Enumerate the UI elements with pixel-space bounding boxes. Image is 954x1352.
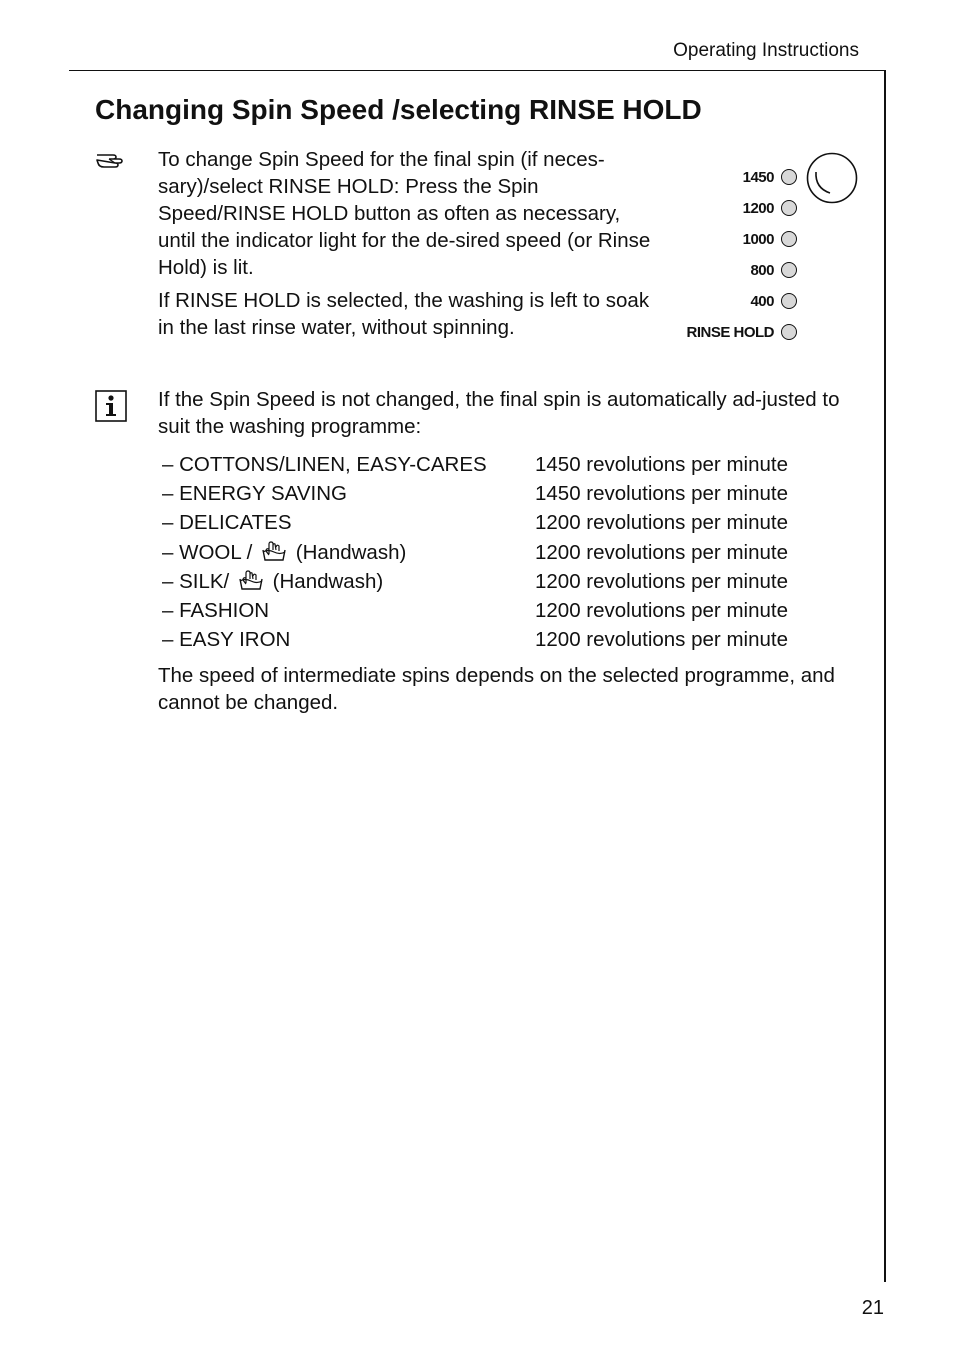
programme-speed: 1200 revolutions per minute <box>535 511 788 535</box>
programme-speed: 1450 revolutions per minute <box>535 453 788 476</box>
page-title: Changing Spin Speed /selecting RINSE HOLD <box>95 94 702 125</box>
programme-name-suffix: (Handwash) <box>272 569 384 593</box>
panel-label-800: 800 <box>750 262 774 279</box>
info-intro: If the Spin Speed is not changed, the final spin is automatically ad-justed to suit the washing programme: <box>158 388 840 438</box>
indicator-light-800 <box>781 262 797 278</box>
programme-name: – DELICATES <box>162 511 292 535</box>
indicator-light-1200 <box>781 200 797 216</box>
programme-speed: 1200 revolutions per minute <box>535 540 788 564</box>
programme-name: – EASY IRON <box>162 628 291 652</box>
panel-label-1000: 1000 <box>742 231 774 248</box>
programme-name: – COTTONS/LINEN, EASY-CARES <box>162 453 487 476</box>
header-section-label: Operating Instructions <box>673 40 859 61</box>
programme-speed: 1200 revolutions per minute <box>535 569 788 593</box>
programme-name-suffix: (Handwash) <box>295 540 407 564</box>
handwash-icon <box>261 540 287 562</box>
indicator-light-1000 <box>781 231 797 247</box>
programme-name-prefix: – SILK/ <box>162 569 230 593</box>
programme-name: – ENERGY SAVING <box>162 482 347 506</box>
programme-speed: 1450 revolutions per minute <box>535 482 788 506</box>
page-number: 21 <box>861 1297 884 1319</box>
intermediate-spin-note: The speed of intermediate spins depends on the selected programme, and cannot be changed. <box>158 664 835 714</box>
panel-label-400: 400 <box>750 293 774 310</box>
programme-name <box>162 567 383 596</box>
spin-speed-button[interactable] <box>806 152 858 204</box>
handwash-icon <box>238 569 264 591</box>
programme-name-prefix: – WOOL / <box>162 540 253 564</box>
rinse-hold-paragraph: If RINSE HOLD is selected, the washing is left to soak in the last rinse water, without spinning. <box>158 289 650 339</box>
spin-speed-panel <box>680 152 870 352</box>
programme-speed: 1200 revolutions per minute <box>535 628 788 652</box>
indicator-light-400 <box>781 293 797 309</box>
header-rule <box>69 70 885 71</box>
programme-name: – FASHION <box>162 598 270 622</box>
side-rule <box>884 70 886 1282</box>
panel-label-rinse-hold: RINSE HOLD <box>686 324 774 341</box>
programme-speed: 1200 revolutions per minute <box>535 598 788 622</box>
instruction-paragraph: To change Spin Speed for the final spin (if neces-sary)/select RINSE HOLD: Press the Spin Speed/RINSE HOLD button as often as necessary, until the indicator light for the de-sired speed (or Rinse Hold) is lit. <box>158 148 651 279</box>
info-icon <box>95 390 127 422</box>
pointing-hand-icon <box>95 146 129 170</box>
indicator-light-1450 <box>781 169 797 185</box>
programme-name <box>162 538 406 567</box>
panel-label-1200: 1200 <box>742 200 774 217</box>
indicator-light-rinse-hold <box>781 324 797 340</box>
panel-label-1450: 1450 <box>742 169 774 186</box>
